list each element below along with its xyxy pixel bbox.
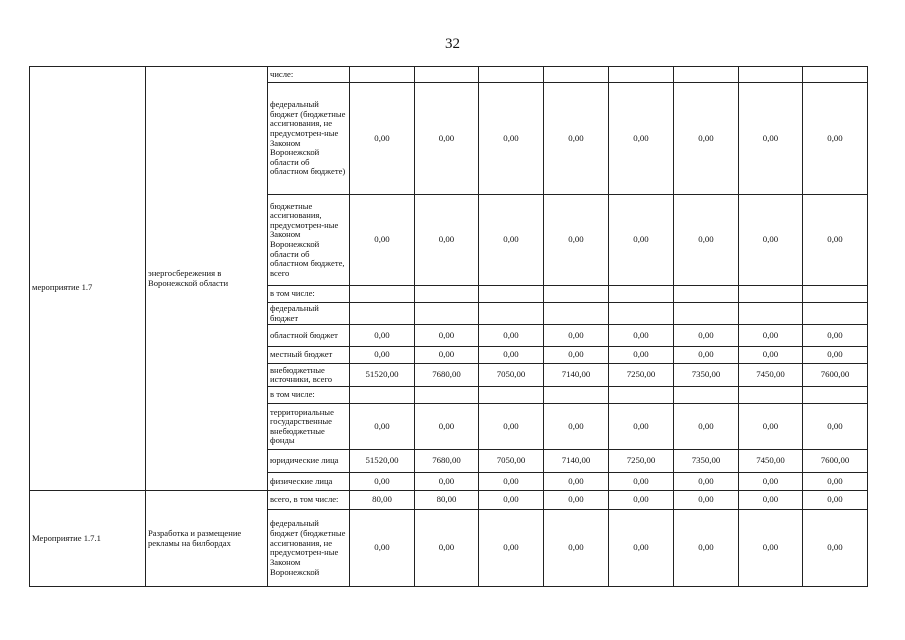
- amount-cell: 0,00: [674, 510, 739, 587]
- amount-cell: 0,00: [674, 83, 739, 195]
- amount-cell: 80,00: [415, 491, 479, 510]
- amount-cell: 7680,00: [415, 450, 479, 473]
- amount-cell: 0,00: [544, 83, 609, 195]
- funding-source-cell: бюджетные ассигнования, предусмотрен-ные Законом Воронежской области об областном бюджете, всего: [268, 195, 350, 286]
- amount-cell: [803, 387, 868, 404]
- table-row: [30, 67, 868, 83]
- funding-source-cell: территориальные государственные внебюджетные фонды: [268, 404, 350, 450]
- amount-cell: 7450,00: [739, 450, 803, 473]
- amount-cell: 7140,00: [544, 364, 609, 387]
- amount-cell: [350, 286, 415, 303]
- amount-cell: 0,00: [544, 510, 609, 587]
- amount-cell: 7140,00: [544, 450, 609, 473]
- amount-cell: [544, 387, 609, 404]
- amount-cell: 0,00: [803, 491, 868, 510]
- funding-table: [29, 66, 868, 587]
- amount-cell: 0,00: [350, 510, 415, 587]
- amount-cell: 51520,00: [350, 364, 415, 387]
- amount-cell: [803, 303, 868, 325]
- amount-cell: [415, 387, 479, 404]
- amount-cell: [609, 286, 674, 303]
- funding-source-cell: местный бюджет: [268, 347, 350, 364]
- amount-cell: 0,00: [739, 491, 803, 510]
- amount-cell: [674, 67, 739, 83]
- amount-cell: [415, 67, 479, 83]
- amount-cell: 7250,00: [609, 364, 674, 387]
- table-row: [30, 491, 868, 510]
- amount-cell: 7450,00: [739, 364, 803, 387]
- amount-cell: 0,00: [350, 195, 415, 286]
- amount-cell: 7350,00: [674, 450, 739, 473]
- amount-cell: 0,00: [609, 325, 674, 347]
- amount-cell: 0,00: [415, 404, 479, 450]
- amount-cell: [803, 286, 868, 303]
- amount-cell: 7680,00: [415, 364, 479, 387]
- amount-cell: 80,00: [350, 491, 415, 510]
- amount-cell: 51520,00: [350, 450, 415, 473]
- amount-cell: 0,00: [415, 510, 479, 587]
- amount-cell: 0,00: [479, 83, 544, 195]
- amount-cell: 0,00: [609, 404, 674, 450]
- amount-cell: [739, 67, 803, 83]
- funding-source-cell: в том числе:: [268, 286, 350, 303]
- amount-cell: 0,00: [609, 347, 674, 364]
- funding-source-cell: числе:: [268, 67, 350, 83]
- amount-cell: 0,00: [803, 195, 868, 286]
- amount-cell: [479, 286, 544, 303]
- amount-cell: 0,00: [350, 347, 415, 364]
- amount-cell: 0,00: [674, 491, 739, 510]
- amount-cell: [544, 286, 609, 303]
- amount-cell: [803, 67, 868, 83]
- amount-cell: [544, 67, 609, 83]
- activity-name-cell: энергосбережения в Воронежской области: [146, 67, 268, 491]
- amount-cell: [415, 303, 479, 325]
- amount-cell: 0,00: [674, 404, 739, 450]
- amount-cell: 0,00: [674, 347, 739, 364]
- funding-source-cell: физические лица: [268, 473, 350, 491]
- amount-cell: [739, 286, 803, 303]
- amount-cell: 7050,00: [479, 364, 544, 387]
- amount-cell: 0,00: [544, 347, 609, 364]
- amount-cell: 0,00: [739, 473, 803, 491]
- amount-cell: 0,00: [803, 83, 868, 195]
- amount-cell: [544, 303, 609, 325]
- amount-cell: [739, 387, 803, 404]
- amount-cell: 0,00: [415, 473, 479, 491]
- amount-cell: 0,00: [544, 195, 609, 286]
- amount-cell: 0,00: [739, 325, 803, 347]
- amount-cell: 0,00: [479, 325, 544, 347]
- amount-cell: 0,00: [350, 473, 415, 491]
- funding-source-cell: областной бюджет: [268, 325, 350, 347]
- activity-code-cell: Мероприятие 1.7.1: [30, 491, 146, 587]
- amount-cell: 0,00: [415, 347, 479, 364]
- amount-cell: 0,00: [479, 473, 544, 491]
- amount-cell: 0,00: [350, 325, 415, 347]
- amount-cell: [479, 67, 544, 83]
- amount-cell: 0,00: [479, 347, 544, 364]
- amount-cell: 0,00: [739, 404, 803, 450]
- amount-cell: 0,00: [479, 195, 544, 286]
- amount-cell: [479, 303, 544, 325]
- amount-cell: 0,00: [739, 83, 803, 195]
- amount-cell: [350, 303, 415, 325]
- amount-cell: 0,00: [609, 83, 674, 195]
- amount-cell: [674, 387, 739, 404]
- amount-cell: [739, 303, 803, 325]
- table-body: [30, 67, 868, 587]
- amount-cell: [350, 387, 415, 404]
- amount-cell: 0,00: [350, 404, 415, 450]
- amount-cell: 0,00: [544, 473, 609, 491]
- amount-cell: 0,00: [544, 404, 609, 450]
- amount-cell: 0,00: [479, 404, 544, 450]
- amount-cell: 0,00: [803, 325, 868, 347]
- amount-cell: [609, 67, 674, 83]
- amount-cell: [479, 387, 544, 404]
- amount-cell: 0,00: [415, 83, 479, 195]
- amount-cell: [350, 67, 415, 83]
- funding-source-cell: в том числе:: [268, 387, 350, 404]
- funding-source-cell: федеральный бюджет (бюджетные ассигнования, не предусмотрен-ные Законом Воронежской области об областном бюджете): [268, 83, 350, 195]
- page-number: 32: [445, 36, 460, 52]
- funding-source-cell: федеральный бюджет: [268, 303, 350, 325]
- amount-cell: 0,00: [739, 195, 803, 286]
- amount-cell: 0,00: [415, 325, 479, 347]
- amount-cell: 0,00: [609, 473, 674, 491]
- funding-source-cell: всего, в том числе:: [268, 491, 350, 510]
- amount-cell: 0,00: [609, 195, 674, 286]
- amount-cell: 0,00: [544, 491, 609, 510]
- amount-cell: 0,00: [803, 510, 868, 587]
- funding-source-cell: юридические лица: [268, 450, 350, 473]
- amount-cell: 0,00: [674, 195, 739, 286]
- amount-cell: [415, 286, 479, 303]
- amount-cell: 0,00: [479, 491, 544, 510]
- amount-cell: [674, 303, 739, 325]
- amount-cell: [674, 286, 739, 303]
- amount-cell: [609, 387, 674, 404]
- amount-cell: 7050,00: [479, 450, 544, 473]
- amount-cell: 0,00: [544, 325, 609, 347]
- amount-cell: 0,00: [415, 195, 479, 286]
- amount-cell: 7600,00: [803, 364, 868, 387]
- amount-cell: 0,00: [739, 510, 803, 587]
- funding-source-cell: внебюджетные источники, всего: [268, 364, 350, 387]
- amount-cell: [609, 303, 674, 325]
- amount-cell: 7250,00: [609, 450, 674, 473]
- amount-cell: 0,00: [674, 473, 739, 491]
- amount-cell: 0,00: [609, 510, 674, 587]
- amount-cell: 7600,00: [803, 450, 868, 473]
- amount-cell: 0,00: [674, 325, 739, 347]
- amount-cell: 0,00: [803, 404, 868, 450]
- funding-source-cell: федеральный бюджет (бюджетные ассигнования, не предусмотрен-ные Законом Воронежской: [268, 510, 350, 587]
- amount-cell: 0,00: [803, 347, 868, 364]
- amount-cell: 0,00: [350, 83, 415, 195]
- amount-cell: 0,00: [479, 510, 544, 587]
- amount-cell: 0,00: [739, 347, 803, 364]
- amount-cell: 0,00: [609, 491, 674, 510]
- activity-name-cell: Разработка и размещение рекламы на билбордах: [146, 491, 268, 587]
- amount-cell: 7350,00: [674, 364, 739, 387]
- amount-cell: 0,00: [803, 473, 868, 491]
- activity-code-cell: мероприятие 1.7: [30, 67, 146, 491]
